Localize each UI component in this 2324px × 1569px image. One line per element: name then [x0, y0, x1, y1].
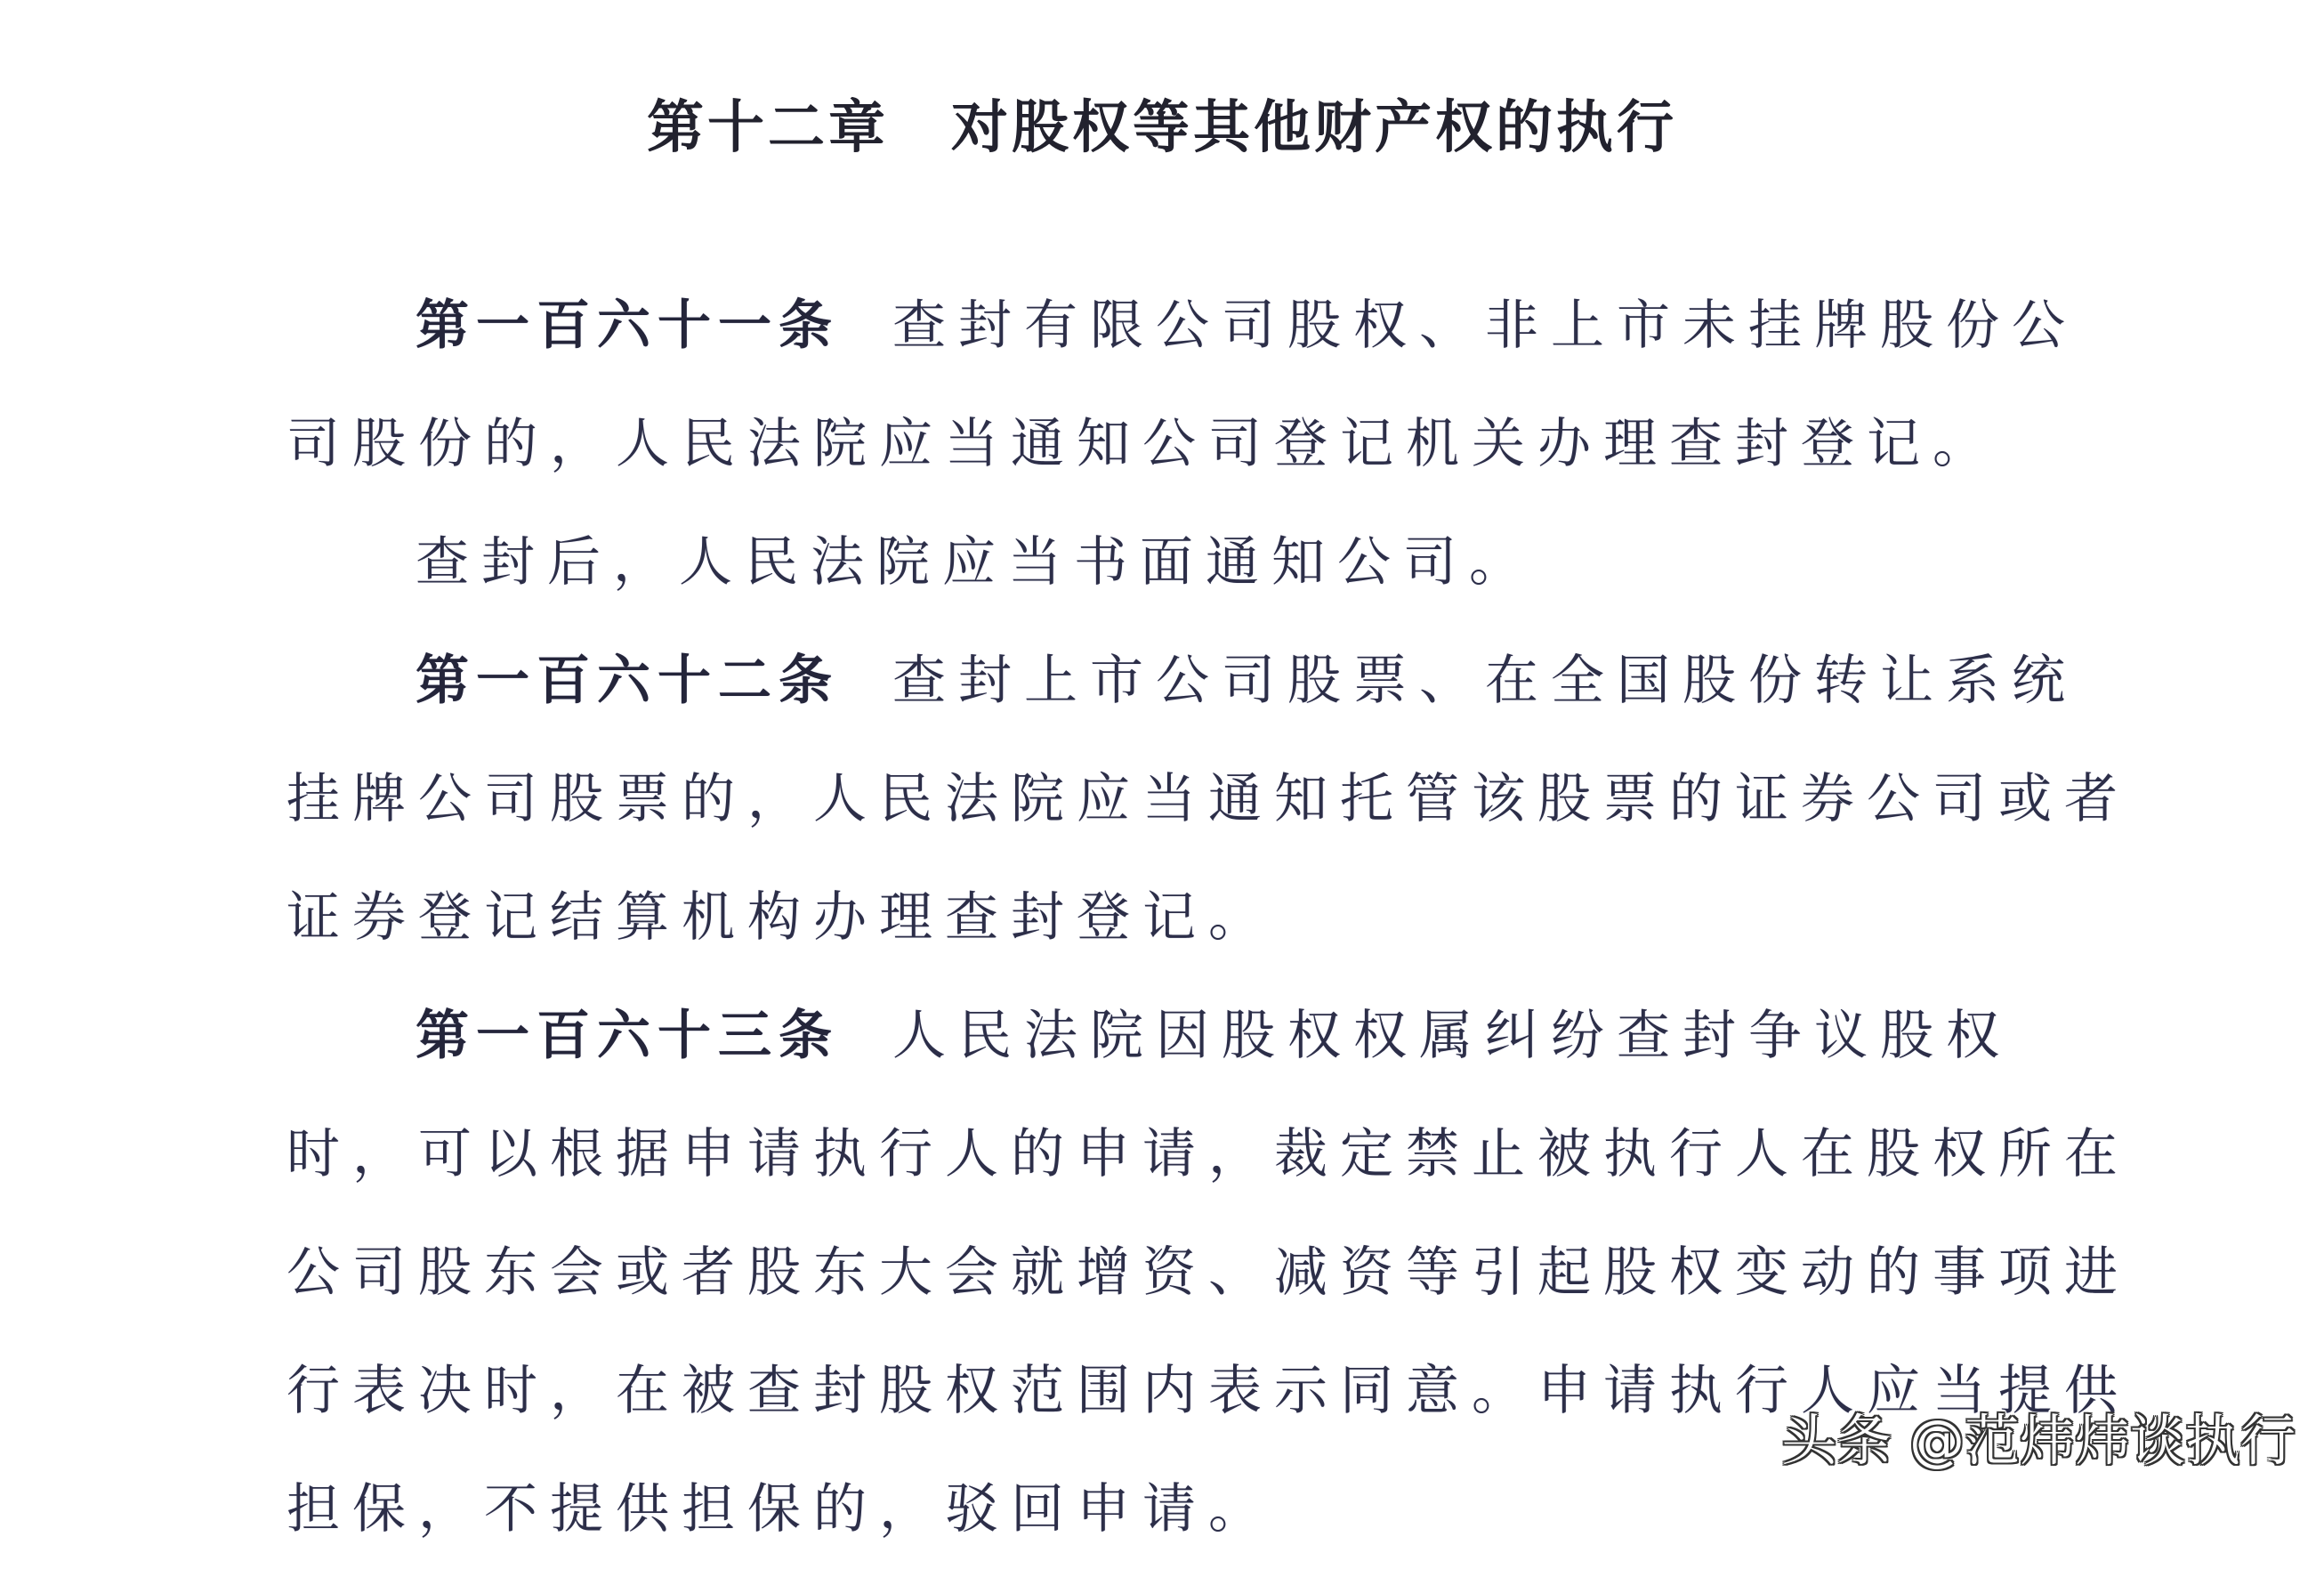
article-number: 第一百六十二条 — [416, 650, 839, 712]
article-163-line-1 — [286, 977, 2066, 1096]
paragraph-text: 人民法院因股权权属纠纷查封争议股权 — [892, 1005, 2012, 1067]
paragraph-text: 行表决时，在被查封股权范围内表示同意。申请执行人应当提供 — [286, 1360, 2130, 1422]
paragraph-text: 时，可以根据申请执行人的申请，裁定禁止被执行人在股权所在 — [286, 1123, 2130, 1185]
article-163-line-2 — [286, 1096, 2130, 1214]
chapter-title — [0, 82, 2324, 164]
paragraph-text: 查封上市公司股票、在全国股份转让系统 — [892, 650, 2078, 712]
article-161-line-2 — [286, 385, 2066, 504]
document-body — [286, 267, 2130, 1569]
chapter-name: 对股权等其他财产权的执行 — [951, 95, 1677, 161]
article-162-line-2 — [286, 740, 2130, 859]
paragraph-text: 司股份的，人民法院应当通知公司登记机关办理查封登记。 — [286, 413, 1998, 475]
paragraph-text: 公司股东会或者股东大会就增资、减资等引起股权变动的事项进 — [286, 1241, 2130, 1304]
article-161-para-2 — [286, 504, 2066, 622]
paragraph-text: 证券登记结算机构办理查封登记。 — [286, 886, 1274, 949]
article-number: 第一百六十一条 — [416, 295, 839, 357]
paragraph-text: 查封后，人民法院应当书面通知公司。 — [416, 531, 1535, 594]
source-watermark: 头条 @范炜炜谈执行 — [1781, 1408, 2296, 1473]
article-162-line-1 — [286, 622, 2078, 740]
article-number: 第一百六十三条 — [416, 1005, 839, 1067]
article-162-line-3 — [286, 859, 2066, 977]
paragraph-text: 挂牌公司股票的，人民法院应当通知托管该股票的证券公司或者 — [286, 768, 2130, 830]
article-163-line-3 — [286, 1214, 2130, 1332]
paragraph-text: 担保，不提供担保的，驳回申请。 — [286, 1478, 1274, 1541]
chapter-number: 第十二章 — [647, 95, 889, 161]
article-161-line-1 — [286, 267, 2078, 385]
paragraph-text: 查封有限公司股权、非上市未挂牌股份公 — [892, 295, 2078, 357]
